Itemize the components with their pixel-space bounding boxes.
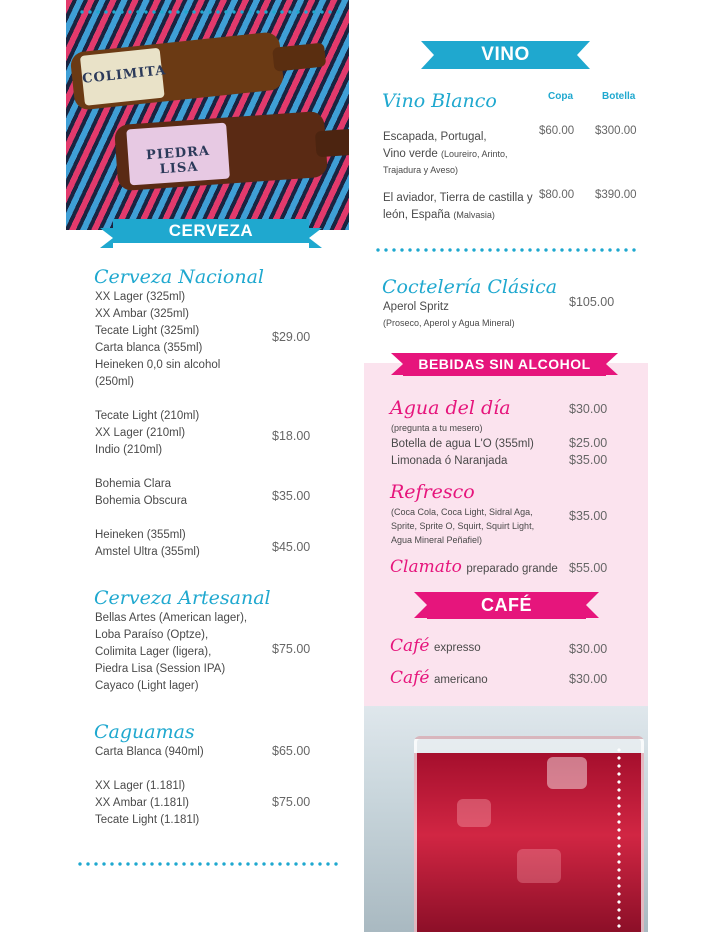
clamato-label: preparado grande bbox=[466, 563, 558, 575]
price-copa: $80.00 bbox=[539, 189, 575, 201]
wine-grapes: Trajadura y Aveso) bbox=[383, 165, 459, 175]
list-item: Piedra Lisa (Session IPA) bbox=[95, 663, 226, 675]
list-item: Loba Paraíso (Optze), bbox=[95, 629, 209, 641]
price: $45.00 bbox=[272, 540, 311, 554]
list-item: (250ml) bbox=[95, 376, 134, 388]
refresco-detail: (Coca Cola, Coca Light, Sidral Aga, bbox=[391, 507, 533, 517]
wine-name bbox=[383, 207, 495, 224]
price: $105.00 bbox=[569, 295, 615, 309]
ribbon-tail-left bbox=[391, 353, 403, 375]
section-title: VINO bbox=[481, 44, 530, 65]
column-header-botella: Botella bbox=[602, 91, 636, 102]
cafe-row bbox=[390, 668, 488, 688]
dotted-divider bbox=[374, 248, 640, 252]
agua-note: (pregunta a tu mesero) bbox=[391, 423, 483, 433]
ribbon-tail-left bbox=[414, 592, 427, 618]
clamato-heading: Clamato bbox=[390, 557, 462, 577]
vino-banner bbox=[434, 41, 577, 69]
list-item: Botella de agua L'O (355ml) bbox=[391, 438, 534, 450]
refresco-detail: Agua Mineral Peñafiel) bbox=[391, 535, 483, 545]
bottle-label-text: COLIMITA bbox=[81, 63, 168, 87]
price: $30.00 bbox=[569, 642, 608, 656]
list-item: Tecate Light (1.181l) bbox=[95, 814, 200, 826]
dotted-divider bbox=[617, 746, 621, 932]
wine-type: Vino verde bbox=[383, 148, 438, 160]
ribbon-tail-right bbox=[586, 592, 599, 618]
list-item: Carta blanca (355ml) bbox=[95, 342, 203, 354]
cerveza-artesanal-heading: Cerveza Artesanal bbox=[94, 587, 271, 609]
dotted-divider bbox=[78, 10, 340, 14]
ribbon-tail-left bbox=[421, 41, 434, 69]
bottle-piedra-lisa bbox=[114, 111, 328, 191]
refresco-detail: Sprite, Sprite O, Squirt, Squirt Light, bbox=[391, 521, 535, 531]
price: $30.00 bbox=[569, 672, 608, 686]
list-item: Bohemia Obscura bbox=[95, 495, 188, 507]
clamato-row bbox=[390, 557, 558, 577]
list-item: Bellas Artes (American lager), bbox=[95, 612, 248, 624]
price: $30.00 bbox=[569, 402, 608, 416]
list-item: Bohemia Clara bbox=[95, 478, 172, 490]
list-item: Limonada ó Naranjada bbox=[391, 455, 508, 467]
cocktail-name: Aperol Spritz bbox=[383, 301, 449, 313]
list-item: XX Ambar (1.181l) bbox=[95, 797, 189, 809]
list-item: XX Lager (1.181l) bbox=[95, 780, 186, 792]
price-copa: $60.00 bbox=[539, 125, 575, 137]
caguamas-heading: Caguamas bbox=[94, 721, 195, 743]
price: $35.00 bbox=[569, 453, 608, 467]
price: $18.00 bbox=[272, 429, 311, 443]
list-item: Heineken 0,0 sin alcohol bbox=[95, 359, 221, 371]
price: $25.00 bbox=[569, 436, 608, 450]
list-item: Amstel Ultra (355ml) bbox=[95, 546, 200, 558]
refresco-heading: Refresco bbox=[390, 481, 475, 503]
cafe-banner bbox=[427, 592, 586, 619]
bottle-colimita bbox=[70, 31, 285, 111]
cocteleria-heading: Coctelería Clásica bbox=[382, 276, 558, 298]
ribbon-tail-right bbox=[606, 353, 618, 375]
dotted-divider bbox=[76, 862, 342, 866]
price: $75.00 bbox=[272, 642, 311, 656]
price: $65.00 bbox=[272, 744, 311, 758]
list-item: Cayaco (Light lager) bbox=[95, 680, 199, 692]
wine-grapes: (Loureiro, Arinto, bbox=[440, 149, 508, 159]
glass bbox=[414, 736, 644, 932]
list-item: XX Lager (210ml) bbox=[95, 427, 186, 439]
section-title: CERVEZA bbox=[168, 221, 254, 240]
list-item: Colimita Lager (ligera), bbox=[95, 646, 212, 658]
price-botella: $390.00 bbox=[595, 189, 637, 201]
list-item: Carta Blanca (940ml) bbox=[95, 746, 204, 758]
cafe-label: expresso bbox=[433, 642, 481, 654]
sin-alcohol-banner bbox=[403, 353, 606, 376]
cafe-heading: Café bbox=[390, 668, 430, 688]
price-botella: $300.00 bbox=[595, 125, 637, 137]
bottle-label-text: PIEDRA LISA bbox=[145, 143, 211, 178]
price: $35.00 bbox=[272, 489, 311, 503]
section-title: BEBIDAS SIN ALCOHOL bbox=[418, 356, 591, 372]
price: $35.00 bbox=[569, 509, 608, 523]
column-header-copa: Copa bbox=[548, 91, 573, 102]
vino-blanco-heading: Vino Blanco bbox=[382, 90, 497, 112]
cerveza-banner bbox=[113, 219, 309, 243]
wine-name bbox=[383, 146, 508, 163]
ribbon-tail-right bbox=[309, 228, 322, 248]
drink-photo bbox=[364, 706, 648, 932]
ribbon-tail-left bbox=[100, 228, 113, 248]
agua-heading: Agua del día bbox=[390, 397, 511, 419]
cafe-label: americano bbox=[433, 674, 488, 686]
wine-grapes: (Malvasia) bbox=[453, 210, 495, 220]
section-title: CAFÉ bbox=[481, 595, 532, 615]
cafe-row bbox=[390, 636, 481, 656]
price: $29.00 bbox=[272, 330, 311, 344]
list-item: Indio (210ml) bbox=[95, 444, 163, 456]
cerveza-nacional-heading: Cerveza Nacional bbox=[94, 266, 264, 288]
list-item: Tecate Light (325ml) bbox=[95, 325, 200, 337]
wine-name: El aviador, Tierra de castilla y bbox=[383, 192, 533, 204]
list-item: Tecate Light (210ml) bbox=[95, 410, 200, 422]
price: $75.00 bbox=[272, 795, 311, 809]
list-item: Heineken (355ml) bbox=[95, 529, 186, 541]
list-item: XX Lager (325ml) bbox=[95, 291, 186, 303]
beer-photo bbox=[66, 0, 349, 230]
cocktail-detail: (Proseco, Aperol y Agua Mineral) bbox=[383, 318, 515, 328]
wine-name: Escapada, Portugal, bbox=[383, 131, 487, 143]
cafe-heading: Café bbox=[390, 636, 430, 656]
ribbon-tail-right bbox=[577, 41, 590, 69]
list-item: XX Ambar (325ml) bbox=[95, 308, 189, 320]
price: $55.00 bbox=[569, 561, 608, 575]
wine-region: león, España bbox=[383, 209, 451, 221]
